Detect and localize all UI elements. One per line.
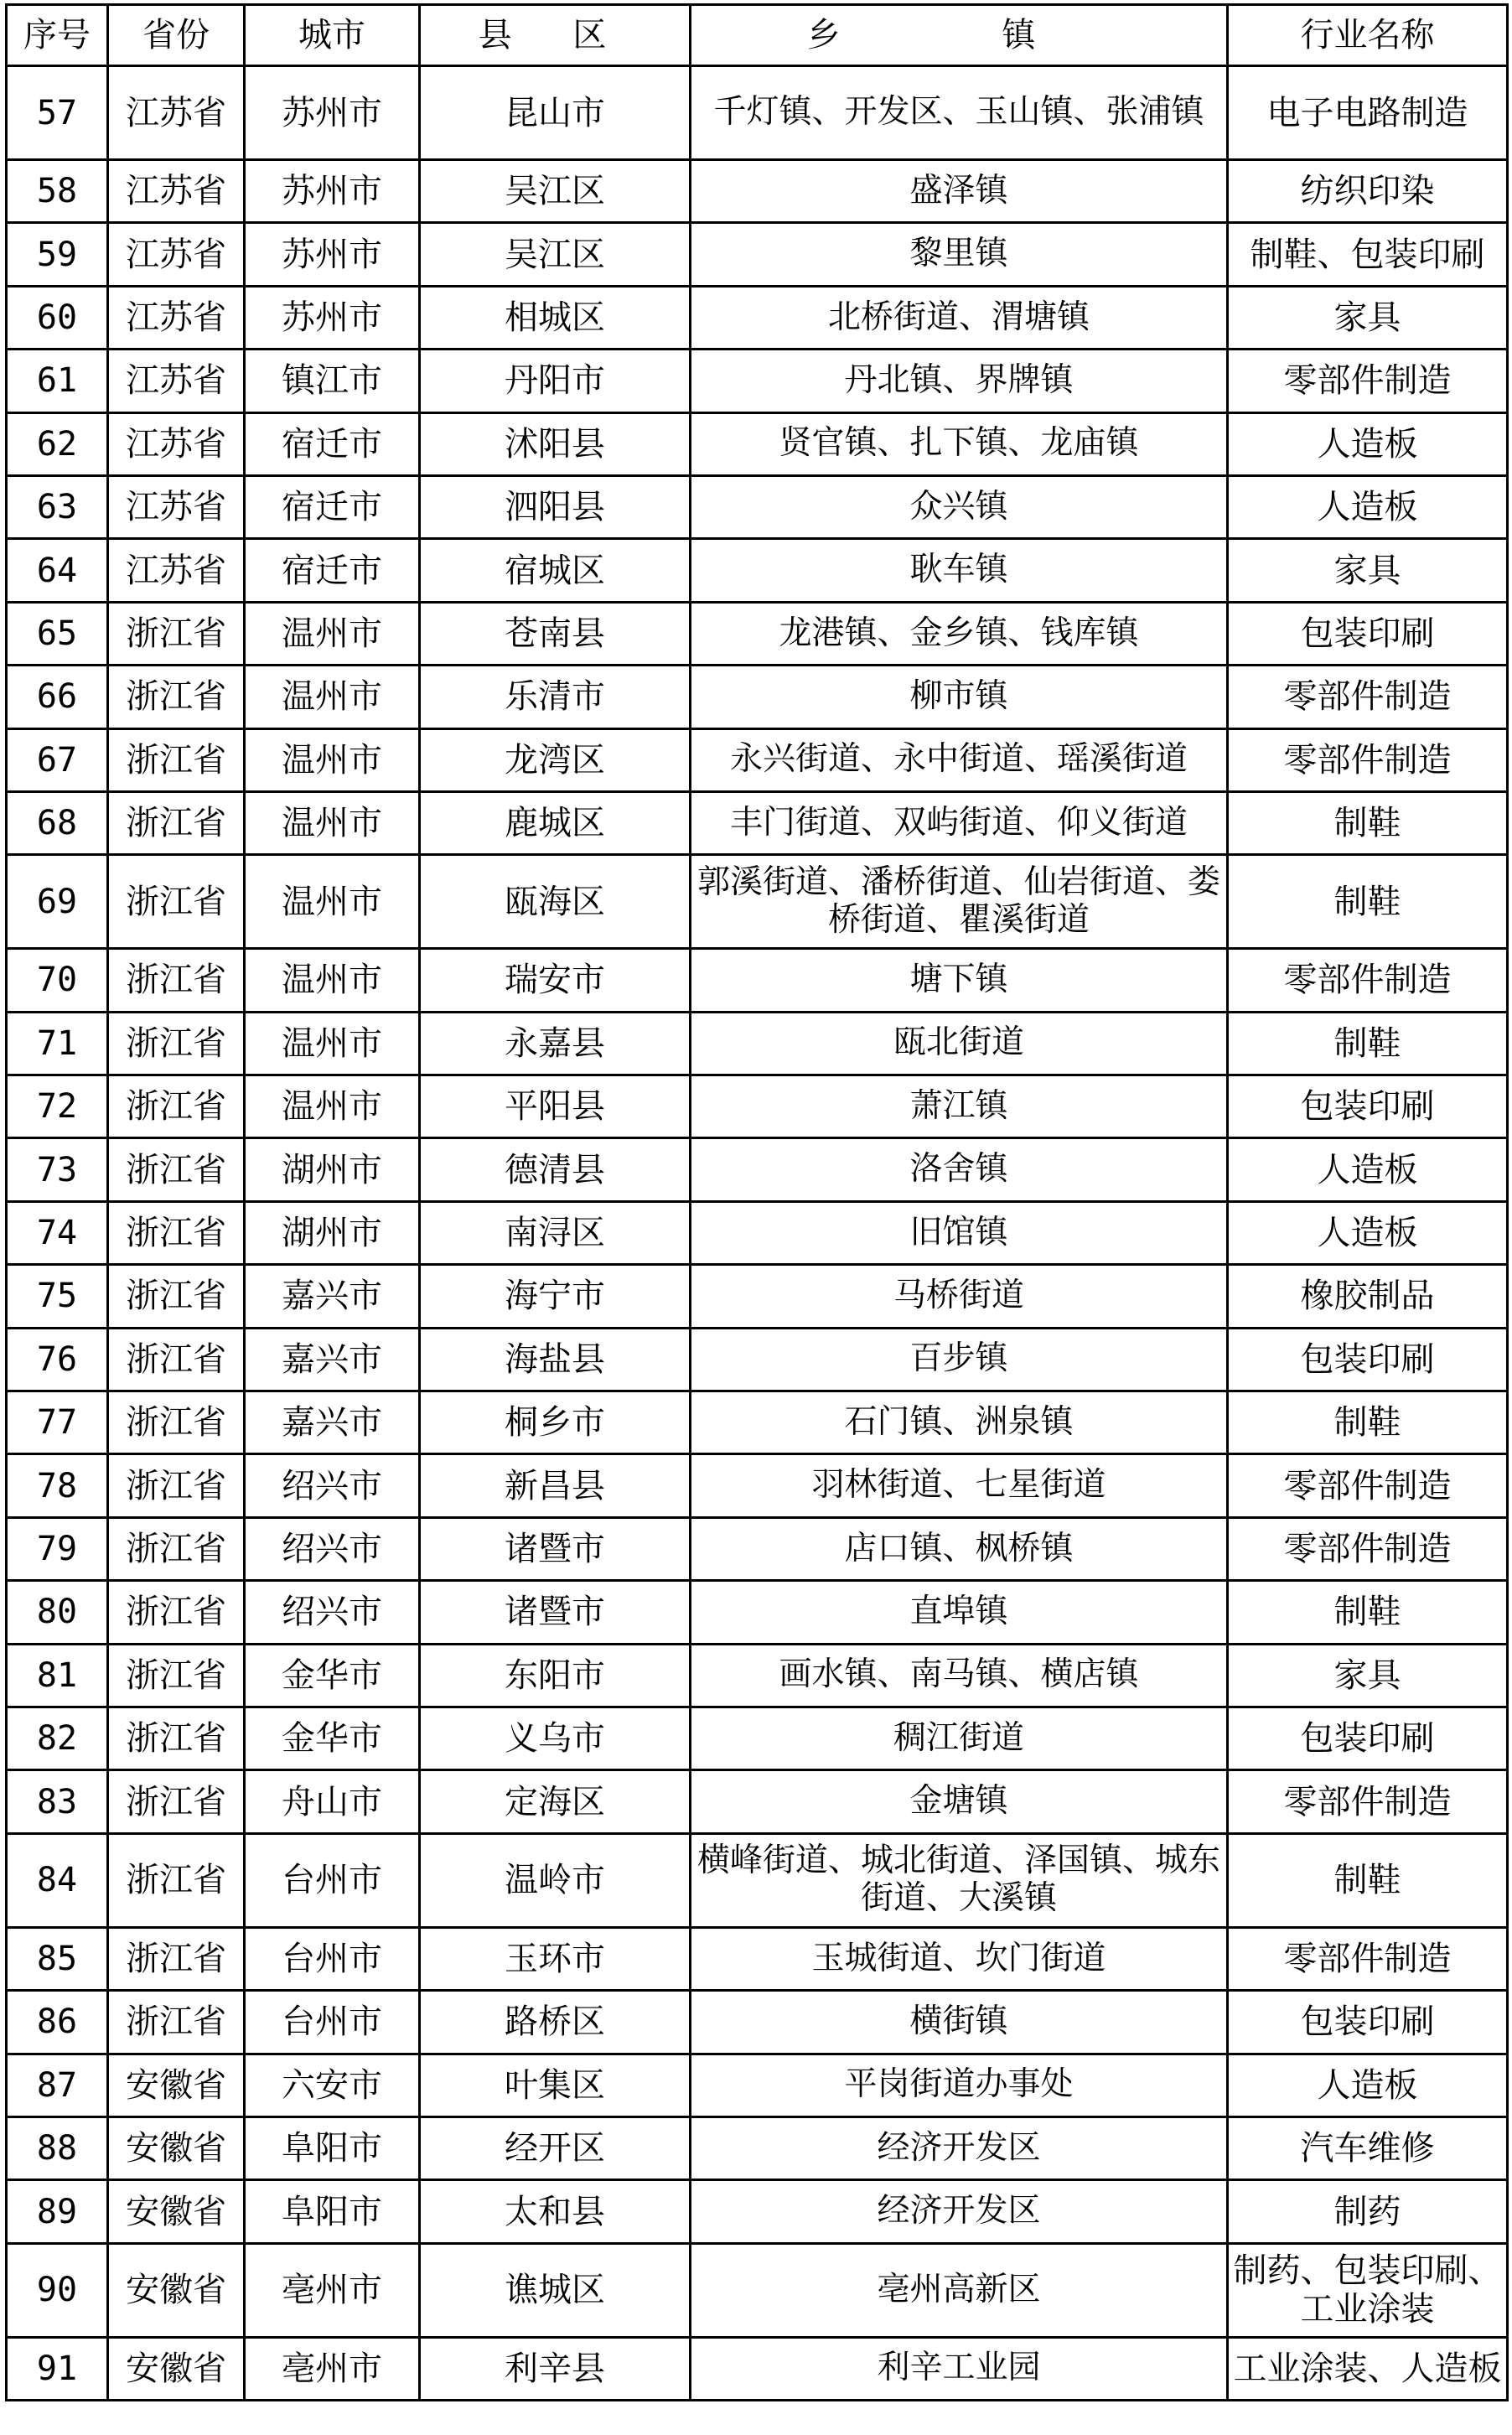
cell-town: 马桥街道: [691, 1265, 1228, 1328]
cell-industry: 零部件制造: [1228, 949, 1508, 1012]
cell-index: 62: [7, 412, 108, 475]
table-row: [7, 1075, 1508, 1138]
table-row: [7, 1707, 1508, 1769]
cell-city: 嘉兴市: [245, 1328, 420, 1391]
cell-province: 浙江省: [108, 1991, 245, 2054]
cell-town: 黎里镇: [691, 223, 1228, 286]
cell-city: 温州市: [245, 949, 420, 1012]
cell-city: 温州市: [245, 666, 420, 728]
cell-province: 浙江省: [108, 855, 245, 949]
cell-index: 61: [7, 350, 108, 412]
cell-province: 江苏省: [108, 160, 245, 223]
cell-city: 台州市: [245, 1991, 420, 2054]
table-row: [7, 1012, 1508, 1075]
cell-town: 萧江镇: [691, 1075, 1228, 1138]
cell-province: 浙江省: [108, 1454, 245, 1517]
cell-province: 浙江省: [108, 666, 245, 728]
cell-province: 江苏省: [108, 475, 245, 538]
cell-county: 德清县: [420, 1138, 691, 1201]
cell-county: 东阳市: [420, 1644, 691, 1707]
cell-town: 盛泽镇: [691, 160, 1228, 223]
cell-industry: 人造板: [1228, 475, 1508, 538]
cell-index: 77: [7, 1391, 108, 1454]
table-row: [7, 1454, 1508, 1517]
cell-county: 桐乡市: [420, 1391, 691, 1454]
cell-province: 浙江省: [108, 1644, 245, 1707]
cell-county: 诸暨市: [420, 1581, 691, 1644]
cell-county: 鹿城区: [420, 791, 691, 854]
cell-industry: 工业涂装、人造板: [1228, 2337, 1508, 2400]
cell-industry: 包装印刷: [1228, 1328, 1508, 1391]
cell-industry: 零部件制造: [1228, 666, 1508, 728]
cell-province: 浙江省: [108, 1927, 245, 1990]
header-town: 乡 镇: [691, 5, 1228, 66]
cell-industry: 制鞋: [1228, 1581, 1508, 1644]
cell-province: 安徽省: [108, 2337, 245, 2400]
cell-province: 浙江省: [108, 1707, 245, 1769]
cell-county: 叶集区: [420, 2054, 691, 2116]
cell-index: 80: [7, 1581, 108, 1644]
cell-city: 六安市: [245, 2054, 420, 2116]
cell-town: 石门镇、洲泉镇: [691, 1391, 1228, 1454]
cell-city: 苏州市: [245, 286, 420, 349]
header-row: [7, 5, 1508, 66]
cell-town: 洛舍镇: [691, 1138, 1228, 1201]
cell-index: 60: [7, 286, 108, 349]
table-row: [7, 475, 1508, 538]
header-province: 省份: [108, 5, 245, 66]
cell-index: 65: [7, 602, 108, 665]
cell-province: 安徽省: [108, 2243, 245, 2337]
cell-city: 台州市: [245, 1927, 420, 1990]
cell-city: 苏州市: [245, 160, 420, 223]
cell-town: 金塘镇: [691, 1770, 1228, 1833]
table-row: [7, 2116, 1508, 2179]
cell-county: 吴江区: [420, 160, 691, 223]
cell-city: 温州市: [245, 855, 420, 949]
table-row: [7, 2180, 1508, 2243]
cell-industry: 人造板: [1228, 1201, 1508, 1264]
cell-province: 浙江省: [108, 602, 245, 665]
cell-industry: 制药、包装印刷、工业涂装: [1228, 2243, 1508, 2337]
cell-town: 丹北镇、界牌镇: [691, 350, 1228, 412]
cell-city: 嘉兴市: [245, 1391, 420, 1454]
cell-index: 69: [7, 855, 108, 949]
cell-industry: 零部件制造: [1228, 1517, 1508, 1580]
table-row: [7, 666, 1508, 728]
cell-industry: 制鞋、包装印刷: [1228, 223, 1508, 286]
cell-index: 86: [7, 1991, 108, 2054]
table-row: [7, 855, 1508, 949]
cell-county: 利辛县: [420, 2337, 691, 2400]
cell-county: 昆山市: [420, 66, 691, 160]
cell-town: 利辛工业园: [691, 2337, 1228, 2400]
cell-city: 金华市: [245, 1644, 420, 1707]
cell-industry: 包装印刷: [1228, 1075, 1508, 1138]
table-row: [7, 412, 1508, 475]
cell-province: 江苏省: [108, 223, 245, 286]
cell-county: 新昌县: [420, 1454, 691, 1517]
cell-industry: 人造板: [1228, 2054, 1508, 2116]
cell-town: 横街镇: [691, 1991, 1228, 2054]
table-row: [7, 1581, 1508, 1644]
cell-province: 浙江省: [108, 791, 245, 854]
table-body: [7, 66, 1508, 2401]
cell-index: 73: [7, 1138, 108, 1201]
table-row: [7, 286, 1508, 349]
cell-town: 塘下镇: [691, 949, 1228, 1012]
cell-province: 浙江省: [108, 1581, 245, 1644]
cell-index: 74: [7, 1201, 108, 1264]
cell-city: 镇江市: [245, 350, 420, 412]
cell-index: 83: [7, 1770, 108, 1833]
cell-province: 浙江省: [108, 1201, 245, 1264]
cell-town: 百步镇: [691, 1328, 1228, 1391]
table-row: [7, 1201, 1508, 1264]
cell-county: 瑞安市: [420, 949, 691, 1012]
cell-index: 63: [7, 475, 108, 538]
cell-industry: 家具: [1228, 1644, 1508, 1707]
cell-industry: 制鞋: [1228, 855, 1508, 949]
cell-town: 经济开发区: [691, 2180, 1228, 2243]
cell-industry: 零部件制造: [1228, 1454, 1508, 1517]
cell-index: 88: [7, 2116, 108, 2179]
table-row: [7, 1138, 1508, 1201]
cell-county: 太和县: [420, 2180, 691, 2243]
cell-index: 81: [7, 1644, 108, 1707]
cell-city: 宿迁市: [245, 475, 420, 538]
cell-index: 79: [7, 1517, 108, 1580]
cell-county: 泗阳县: [420, 475, 691, 538]
cell-county: 沭阳县: [420, 412, 691, 475]
table-row: [7, 2337, 1508, 2400]
header-county: 县 区: [420, 5, 691, 66]
cell-county: 经开区: [420, 2116, 691, 2179]
cell-town: 北桥街道、渭塘镇: [691, 286, 1228, 349]
cell-city: 宿迁市: [245, 539, 420, 602]
cell-city: 温州市: [245, 602, 420, 665]
cell-town: 亳州高新区: [691, 2243, 1228, 2337]
cell-town: 贤官镇、扎下镇、龙庙镇: [691, 412, 1228, 475]
cell-industry: 制鞋: [1228, 791, 1508, 854]
cell-province: 浙江省: [108, 949, 245, 1012]
cell-index: 70: [7, 949, 108, 1012]
cell-town: 画水镇、南马镇、横店镇: [691, 1644, 1228, 1707]
cell-town: 羽林街道、七星街道: [691, 1454, 1228, 1517]
table-row: [7, 1328, 1508, 1391]
table-row: [7, 539, 1508, 602]
cell-county: 谯城区: [420, 2243, 691, 2337]
header-city: 城市: [245, 5, 420, 66]
cell-town: 经济开发区: [691, 2116, 1228, 2179]
table-row: [7, 1391, 1508, 1454]
cell-industry: 制鞋: [1228, 1391, 1508, 1454]
cell-county: 诸暨市: [420, 1517, 691, 1580]
cell-province: 浙江省: [108, 1012, 245, 1075]
cell-province: 安徽省: [108, 2054, 245, 2116]
cell-industry: 制鞋: [1228, 1833, 1508, 1927]
cell-industry: 制药: [1228, 2180, 1508, 2243]
cell-city: 亳州市: [245, 2337, 420, 2400]
table-row: [7, 1517, 1508, 1580]
table-row: [7, 1644, 1508, 1707]
industry-cluster-table: [5, 3, 1509, 2401]
table-row: [7, 949, 1508, 1012]
cell-city: 苏州市: [245, 223, 420, 286]
cell-city: 温州市: [245, 1075, 420, 1138]
cell-town: 柳市镇: [691, 666, 1228, 728]
cell-town: 横峰街道、城北街道、泽国镇、城东街道、大溪镇: [691, 1833, 1228, 1927]
cell-province: 江苏省: [108, 412, 245, 475]
cell-index: 68: [7, 791, 108, 854]
cell-town: 龙港镇、金乡镇、钱库镇: [691, 602, 1228, 665]
cell-town: 平岗街道办事处: [691, 2054, 1228, 2116]
cell-county: 丹阳市: [420, 350, 691, 412]
cell-town: 永兴街道、永中街道、瑶溪街道: [691, 728, 1228, 791]
cell-index: 85: [7, 1927, 108, 1990]
cell-county: 苍南县: [420, 602, 691, 665]
table-row: [7, 223, 1508, 286]
cell-index: 82: [7, 1707, 108, 1769]
cell-county: 平阳县: [420, 1075, 691, 1138]
cell-index: 91: [7, 2337, 108, 2400]
cell-town: 千灯镇、开发区、玉山镇、张浦镇: [691, 66, 1228, 160]
header-industry: 行业名称: [1228, 5, 1508, 66]
cell-city: 绍兴市: [245, 1581, 420, 1644]
cell-index: 66: [7, 666, 108, 728]
table-row: [7, 350, 1508, 412]
cell-province: 浙江省: [108, 1138, 245, 1201]
cell-index: 87: [7, 2054, 108, 2116]
cell-county: 龙湾区: [420, 728, 691, 791]
cell-city: 宿迁市: [245, 412, 420, 475]
cell-city: 台州市: [245, 1833, 420, 1927]
table-row: [7, 66, 1508, 160]
cell-city: 湖州市: [245, 1201, 420, 1264]
cell-county: 瓯海区: [420, 855, 691, 949]
cell-town: 瓯北街道: [691, 1012, 1228, 1075]
cell-province: 安徽省: [108, 2116, 245, 2179]
cell-city: 嘉兴市: [245, 1265, 420, 1328]
cell-county: 宿城区: [420, 539, 691, 602]
cell-industry: 橡胶制品: [1228, 1265, 1508, 1328]
cell-index: 71: [7, 1012, 108, 1075]
cell-county: 乐清市: [420, 666, 691, 728]
cell-town: 郭溪街道、潘桥街道、仙岩街道、娄桥街道、瞿溪街道: [691, 855, 1228, 949]
cell-industry: 人造板: [1228, 1138, 1508, 1201]
cell-city: 苏州市: [245, 66, 420, 160]
cell-index: 90: [7, 2243, 108, 2337]
cell-industry: 人造板: [1228, 412, 1508, 475]
table-row: [7, 602, 1508, 665]
cell-province: 江苏省: [108, 286, 245, 349]
cell-city: 阜阳市: [245, 2180, 420, 2243]
cell-city: 阜阳市: [245, 2116, 420, 2179]
cell-province: 浙江省: [108, 1075, 245, 1138]
cell-index: 67: [7, 728, 108, 791]
cell-province: 安徽省: [108, 2180, 245, 2243]
cell-county: 海盐县: [420, 1328, 691, 1391]
cell-county: 吴江区: [420, 223, 691, 286]
cell-county: 定海区: [420, 1770, 691, 1833]
cell-city: 温州市: [245, 791, 420, 854]
cell-industry: 家具: [1228, 539, 1508, 602]
cell-county: 玉环市: [420, 1927, 691, 1990]
cell-province: 江苏省: [108, 539, 245, 602]
cell-industry: 家具: [1228, 286, 1508, 349]
table-row: [7, 1991, 1508, 2054]
table-row: [7, 1770, 1508, 1833]
cell-index: 57: [7, 66, 108, 160]
cell-town: 众兴镇: [691, 475, 1228, 538]
table-row: [7, 2054, 1508, 2116]
cell-city: 湖州市: [245, 1138, 420, 1201]
cell-town: 直埠镇: [691, 1581, 1228, 1644]
cell-index: 58: [7, 160, 108, 223]
table-row: [7, 1833, 1508, 1927]
cell-province: 浙江省: [108, 1770, 245, 1833]
cell-index: 78: [7, 1454, 108, 1517]
cell-industry: 零部件制造: [1228, 1927, 1508, 1990]
cell-city: 温州市: [245, 728, 420, 791]
header-index: 序号: [7, 5, 108, 66]
table-row: [7, 728, 1508, 791]
cell-industry: 零部件制造: [1228, 1770, 1508, 1833]
cell-town: 旧馆镇: [691, 1201, 1228, 1264]
cell-county: 永嘉县: [420, 1012, 691, 1075]
cell-index: 75: [7, 1265, 108, 1328]
table-row: [7, 791, 1508, 854]
cell-index: 64: [7, 539, 108, 602]
cell-county: 海宁市: [420, 1265, 691, 1328]
cell-industry: 零部件制造: [1228, 350, 1508, 412]
cell-industry: 包装印刷: [1228, 1707, 1508, 1769]
cell-city: 绍兴市: [245, 1454, 420, 1517]
cell-county: 义乌市: [420, 1707, 691, 1769]
cell-industry: 包装印刷: [1228, 602, 1508, 665]
cell-industry: 汽车维修: [1228, 2116, 1508, 2179]
cell-province: 浙江省: [108, 1328, 245, 1391]
cell-town: 耿车镇: [691, 539, 1228, 602]
cell-town: 店口镇、枫桥镇: [691, 1517, 1228, 1580]
cell-province: 江苏省: [108, 350, 245, 412]
cell-industry: 零部件制造: [1228, 728, 1508, 791]
cell-county: 南浔区: [420, 1201, 691, 1264]
cell-town: 稠江街道: [691, 1707, 1228, 1769]
cell-index: 59: [7, 223, 108, 286]
cell-index: 84: [7, 1833, 108, 1927]
cell-province: 浙江省: [108, 1265, 245, 1328]
table-row: [7, 1927, 1508, 1990]
cell-index: 72: [7, 1075, 108, 1138]
table-row: [7, 1265, 1508, 1328]
cell-index: 89: [7, 2180, 108, 2243]
table-row: [7, 2243, 1508, 2337]
cell-city: 温州市: [245, 1012, 420, 1075]
cell-industry: 制鞋: [1228, 1012, 1508, 1075]
cell-province: 江苏省: [108, 66, 245, 160]
cell-city: 绍兴市: [245, 1517, 420, 1580]
cell-index: 76: [7, 1328, 108, 1391]
cell-industry: 纺织印染: [1228, 160, 1508, 223]
cell-province: 浙江省: [108, 728, 245, 791]
cell-province: 浙江省: [108, 1391, 245, 1454]
cell-town: 丰门街道、双屿街道、仰义街道: [691, 791, 1228, 854]
cell-province: 浙江省: [108, 1517, 245, 1580]
cell-city: 亳州市: [245, 2243, 420, 2337]
cell-industry: 包装印刷: [1228, 1991, 1508, 2054]
cell-county: 相城区: [420, 286, 691, 349]
cell-city: 金华市: [245, 1707, 420, 1769]
cell-province: 浙江省: [108, 1833, 245, 1927]
cell-city: 舟山市: [245, 1770, 420, 1833]
cell-county: 路桥区: [420, 1991, 691, 2054]
table-row: [7, 160, 1508, 223]
cell-county: 温岭市: [420, 1833, 691, 1927]
cell-town: 玉城街道、坎门街道: [691, 1927, 1228, 1990]
cell-industry: 电子电路制造: [1228, 66, 1508, 160]
